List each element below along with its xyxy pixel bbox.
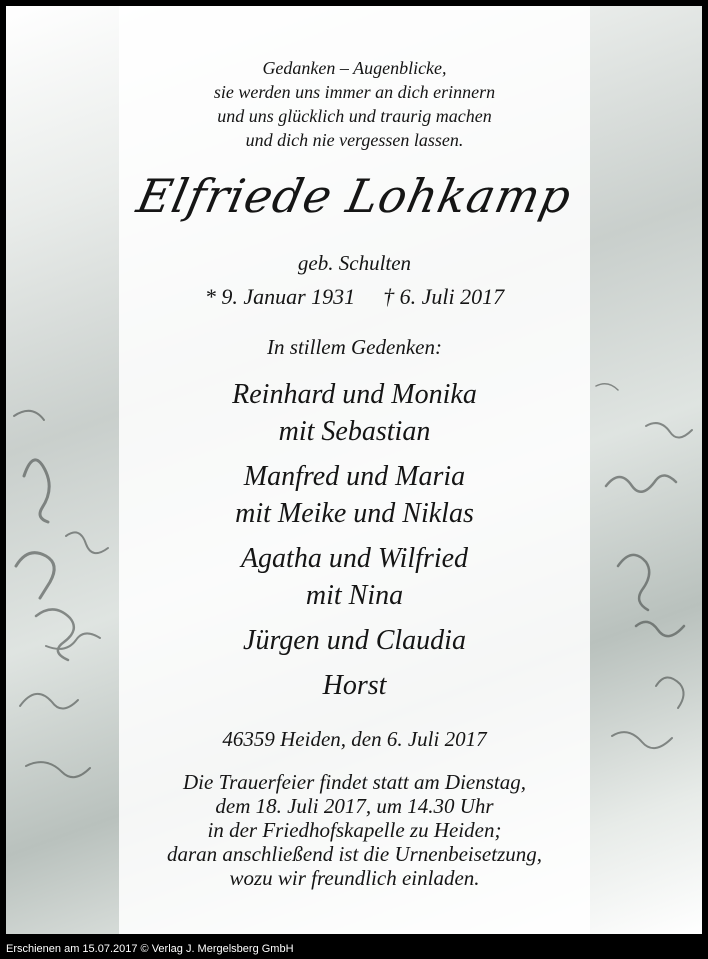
life-dates [119, 282, 590, 312]
family-group [119, 458, 590, 532]
family-group [119, 622, 590, 659]
family-line: Reinhard und Monika [232, 379, 477, 410]
family-line: Jürgen und Claudia [243, 625, 466, 656]
family-line: Horst [322, 670, 387, 701]
family-group [119, 667, 590, 704]
poem [119, 56, 590, 152]
maiden-name: geb. Schulten [297, 251, 412, 275]
poem-line: sie werden uns immer an dich erinnern [213, 82, 496, 102]
service-line: wozu wir freundlich einladen. [229, 866, 480, 890]
poem-line: Gedanken – Augenblicke, [262, 58, 447, 78]
poem-line: und uns glücklich und traurig machen [217, 106, 492, 126]
funeral-service-info [119, 770, 590, 890]
family-group [119, 376, 590, 450]
family-line: mit Nina [305, 580, 404, 611]
service-line: Die Trauerfeier findet statt am Dienstag, [183, 770, 526, 794]
notice-content [119, 6, 590, 934]
deceased-name: Elfriede Lohkamp [132, 169, 577, 223]
publication-footer: Erschienen am 15.07.2017 © Verlag J. Mergelsberg GmbH [6, 943, 294, 955]
service-line: daran anschließend ist die Urnenbeisetzung, [166, 842, 543, 866]
family-group [119, 540, 590, 614]
service-line: dem 18. Juli 2017, um 14.30 Uhr [215, 794, 494, 818]
service-line: in der Friedhofskapelle zu Heiden; [207, 818, 502, 842]
obituary-notice [6, 6, 702, 934]
mourners-intro: In stillem Gedenken: [267, 335, 442, 359]
birth-date: * 9. Januar 1931 [204, 284, 356, 309]
place-and-date: 46359 Heiden, den 6. Juli 2017 [222, 727, 487, 751]
family-line: mit Sebastian [278, 416, 431, 447]
family-line: Manfred und Maria [243, 461, 466, 492]
mourners-list [119, 376, 590, 712]
poem-line: und dich nie vergessen lassen. [245, 130, 464, 150]
family-line: mit Meike und Niklas [235, 498, 474, 529]
death-date: † 6. Juli 2017 [383, 284, 505, 309]
family-line: Agatha und Wilfried [240, 543, 469, 574]
